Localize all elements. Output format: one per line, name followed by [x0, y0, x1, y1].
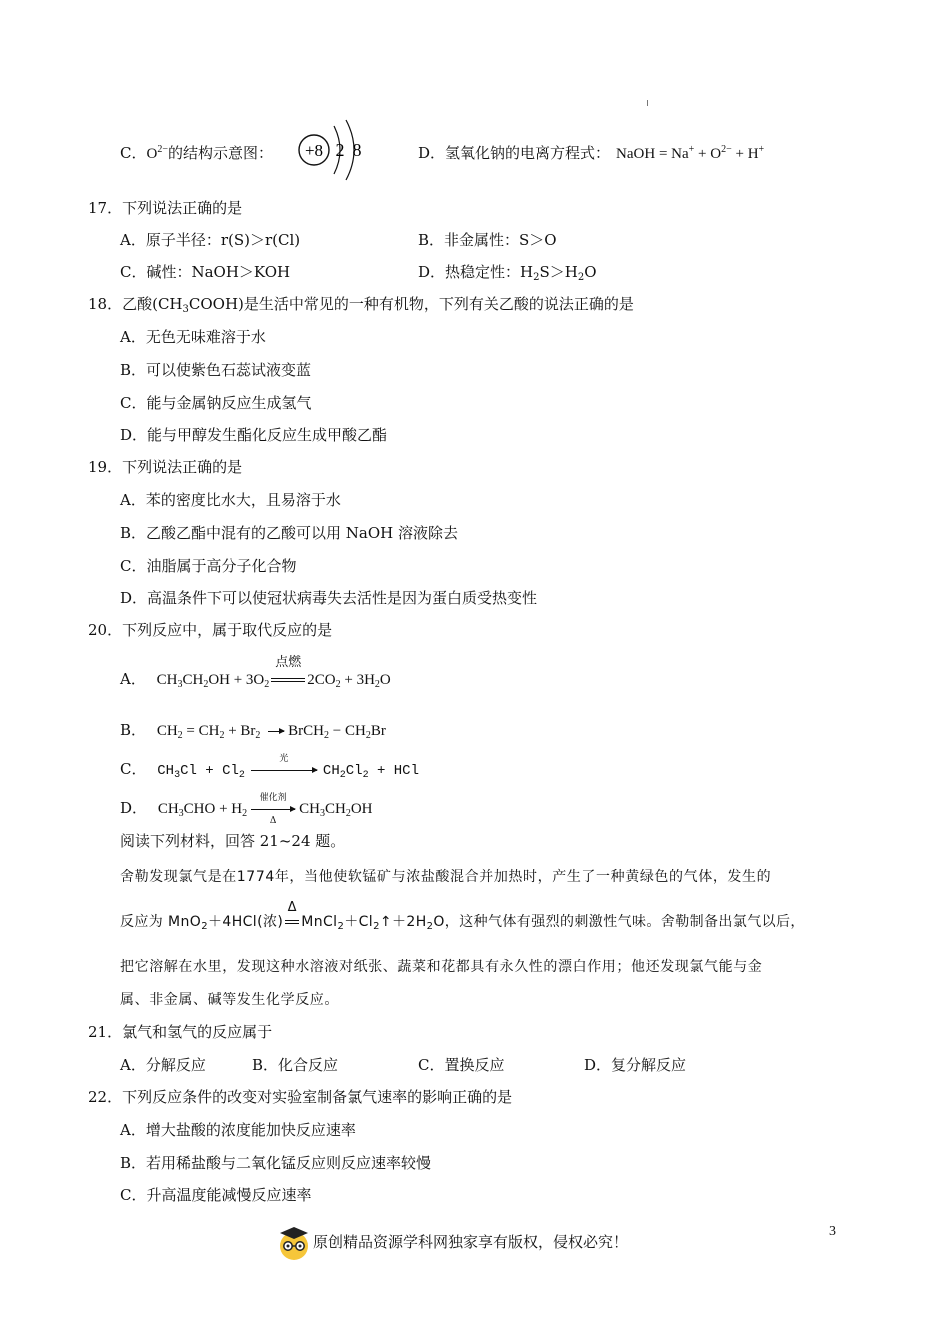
q20-option-d: D． $CH_3CHO + H_2$ 催化剂 Δ $CH_3CH_2OH$ — [120, 793, 373, 826]
q17-option-d: D．热稳定性：$H_2S>H_2O$ — [418, 263, 597, 283]
shell-1-electrons: 2 — [335, 140, 345, 160]
q19-option-b: B．乙酸乙酯中混有的乙酸可以用 NaOH 溶液除去 — [120, 524, 459, 542]
q21-option-a: A．分解反应 — [120, 1056, 206, 1074]
q21-option-b: B．化合反应 — [252, 1056, 339, 1074]
q19-option-a: A．苯的密度比水大，且易溶于水 — [120, 491, 341, 509]
scholar-mascot-icon — [276, 1224, 312, 1262]
q22-option-c: C．升高温度能减慢反应速率 — [120, 1186, 312, 1204]
q22-stem: 22．下列反应条件的改变对实验室制备氯气速率的影响正确的是 — [88, 1088, 513, 1106]
q20-option-b: B． $CH_2 = CH_2 + Br_2$ BrCH$_2$ − $CH_2Br$ — [120, 721, 386, 741]
q17-option-b: B．非金属性：S＞O — [418, 231, 557, 249]
reaction-arrow — [268, 731, 284, 732]
light-reaction-arrow: 光 — [251, 759, 317, 779]
heating-equals-sign: Δ — [285, 912, 299, 932]
q18-option-d: D．能与甲醇发生酯化反应生成甲酸乙酯 — [120, 426, 388, 444]
nucleus-charge: +8 — [304, 141, 324, 160]
q19-option-c: C．油脂属于高分子化合物 — [120, 557, 297, 575]
shell-2-electrons: 8 — [352, 140, 362, 160]
q20-option-a: A． $CH_3CH_2OH + 3O_2$ 点燃 $2CO_2 + 3H_2O$ — [120, 655, 391, 690]
page-number: 3 — [829, 1224, 836, 1239]
q20-option-c: C． $CH_3Cl + Cl_2$ 光 $CH_2Cl_2$ + HCl — [120, 754, 419, 781]
catalyst-reaction-arrow: 催化剂 Δ — [251, 798, 295, 818]
q19-option-d: D．高温条件下可以使冠状病毒失去活性是因为蛋白质受热变性 — [120, 589, 538, 607]
q20-stem: 20．下列反应中，属于取代反应的是 — [88, 621, 333, 639]
q17-stem: 17．下列说法正确的是 — [88, 199, 243, 217]
q19-stem: 19．下列说法正确的是 — [88, 458, 243, 476]
q21-option-d: D．复分解反应 — [584, 1056, 687, 1074]
reading-paragraph-line-3: 把它溶解在水里，发现这种水溶液对纸张、蔬菜和花都具有永久性的漂白作用；他还发现氯气能与金 — [120, 959, 763, 975]
ignition-equals-sign: 点燃 — [271, 669, 305, 689]
q16-option-d: D．氢氧化钠的电离方程式： NaOH = $Na^+ + O^{2-} + H^+$ — [418, 144, 765, 162]
q21-option-c: C．置换反应 — [418, 1056, 505, 1074]
copyright-notice: 原创精品资源学科网独家享有版权，侵权必究！ — [313, 1233, 629, 1251]
q22-option-a: A．增大盐酸的浓度能加快反应速率 — [120, 1121, 356, 1139]
q21-stem: 21．氯气和氢气的反应属于 — [88, 1023, 273, 1041]
q18-option-b: B．可以使紫色石蕊试液变蓝 — [120, 361, 312, 379]
scan-mark — [647, 100, 648, 106]
q16-option-c: C．$O^{2-}$的结构示意图： — [120, 144, 273, 162]
reading-paragraph-line-4: 属、非金属、碱等发生化学反应。 — [120, 992, 339, 1008]
q18-option-c: C．能与金属钠反应生成氢气 — [120, 394, 312, 412]
oxygen-ion-structure-diagram — [296, 116, 376, 184]
q17-option-a: A．原子半径：r(S)＞r(Cl) — [120, 231, 301, 249]
q18-option-a: A．无色无味难溶于水 — [120, 328, 266, 346]
reading-paragraph-line-2: 反应为 MnO$_2$＋4HCl(浓) Δ $MnCl_2+Cl_2↑+2H_2O$，这种气体有强烈的刺激性气味。舍勒制备出氯气以后， — [120, 900, 805, 932]
q22-option-b: B．若用稀盐酸与二氧化锰反应则反应速率较慢 — [120, 1154, 432, 1172]
reading-paragraph-line-1: 舍勒发现氯气是在1774年，当他使软锰矿与浓盐酸混合并加热时，产生了一种黄绿色的气体，发生的 — [120, 869, 772, 885]
q18-stem: 18．乙酸$(CH_3COOH)$是生活中常见的一种有机物，下列有关乙酸的说法正确的是 — [88, 295, 634, 315]
reading-intro: 阅读下列材料，回答 21~24 题。 — [120, 832, 346, 850]
q17-option-c: C．碱性：NaOH＞KOH — [120, 263, 291, 281]
